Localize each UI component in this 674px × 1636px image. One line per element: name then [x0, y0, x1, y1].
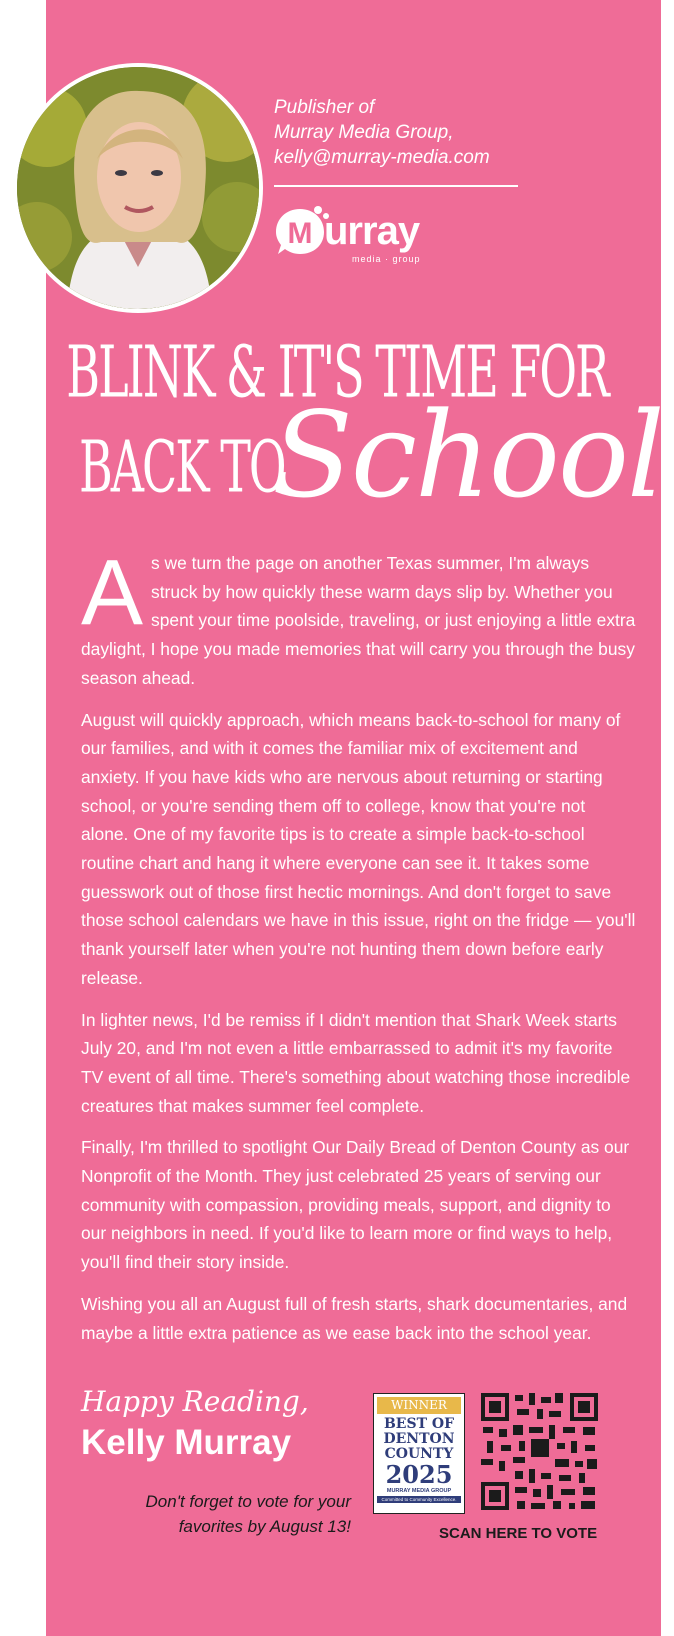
- drop-cap: A: [81, 540, 144, 644]
- letter-body: [81, 540, 637, 1360]
- signoff-name: Kelly Murray: [81, 1423, 292, 1462]
- badge-org: MURRAY MEDIA GROUP: [386, 1488, 452, 1494]
- headline-line1: BLINK & IT'S TIME FOR: [66, 330, 608, 414]
- best-of-badge: [373, 1393, 465, 1514]
- badge-tagline: Committed to Community Excellence.: [377, 1496, 461, 1503]
- publisher-email: kelly@murray-media.com: [274, 147, 490, 168]
- logo-wordmark: urray: [324, 209, 420, 253]
- paragraph: Finally, I'm thrilled to spotlight Our Daily Bread of Denton County as our Nonprofit of the Month. They just celebrated 25 years of serving our community with compassion, providing meals, support, and dignity to our neighbors in need. If you'd like to learn more or find ways to help, you'll find their story inside.: [81, 1137, 630, 1273]
- qr-caption: SCAN HERE TO VOTE: [439, 1525, 598, 1542]
- paragraph: In lighter news, I'd be remiss if I didn't mention that Shark Week starts July 20, and I'm not even a little embarrassed to admit it's my favorite TV event of all time. There's something about watching those incredible creatures that makes summer feel complete.: [81, 1009, 631, 1116]
- badge-best-of: [374, 1417, 464, 1462]
- vote-line: favorites by August 13!: [178, 1517, 351, 1536]
- publisher-info: [274, 95, 490, 170]
- paragraph: August will quickly approach, which means back-to-school for many of our families, and with it comes the familiar mix of excitement and anxiety. If you have kids who are nervous about returning or starting school, or you're sending them off to college, know that you're not alone. One of my favorite tips is to create a simple back-to-school routine chart and hang it where everyone can see it. It takes some guesswork out of those first hectic mornings. And don't forget to save those school calendars we have in this issue, right on the fridge — you'll thank yourself later when you're not hunting them down before early release.: [81, 709, 636, 988]
- signoff-greeting: Happy Reading,: [81, 1385, 309, 1418]
- badge-line: BEST OF: [383, 1416, 455, 1432]
- divider-line: [274, 185, 518, 187]
- vote-line: Don't forget to vote for your: [145, 1492, 351, 1511]
- badge-line: COUNTY: [384, 1446, 454, 1462]
- qr-code[interactable]: [479, 1391, 600, 1512]
- logo-subtitle: media · group: [352, 254, 421, 264]
- publisher-company: Murray Media Group,: [274, 122, 454, 143]
- publisher-photo: [13, 63, 263, 313]
- logo-bubble-icon: [274, 205, 330, 257]
- badge-year: 2025: [385, 1460, 453, 1489]
- qr-code-icon: [479, 1391, 600, 1512]
- badge-line: DENTON: [383, 1431, 455, 1447]
- paragraph-text: s we turn the page on another Texas summer, I'm always struck by how quickly these warm days slip by. Whether you spent your time poolside, traveling, or just enjoying a little extra daylight, I hope you made memories that will carry you through the busy season ahead.: [81, 553, 636, 688]
- publisher-line: Publisher of: [274, 97, 375, 118]
- badge-winner: WINNER: [377, 1397, 461, 1414]
- paragraph: [81, 540, 637, 693]
- logo-m-letter: M: [287, 217, 313, 250]
- vote-reminder: [95, 1489, 351, 1539]
- headline-script: School: [272, 386, 663, 524]
- headline-line2: BACK TO: [79, 425, 285, 509]
- paragraph: Wishing you all an August full of fresh starts, shark documentaries, and maybe a little extra patience as we ease back into the school year.: [81, 1293, 628, 1343]
- murray-logo: [274, 205, 464, 265]
